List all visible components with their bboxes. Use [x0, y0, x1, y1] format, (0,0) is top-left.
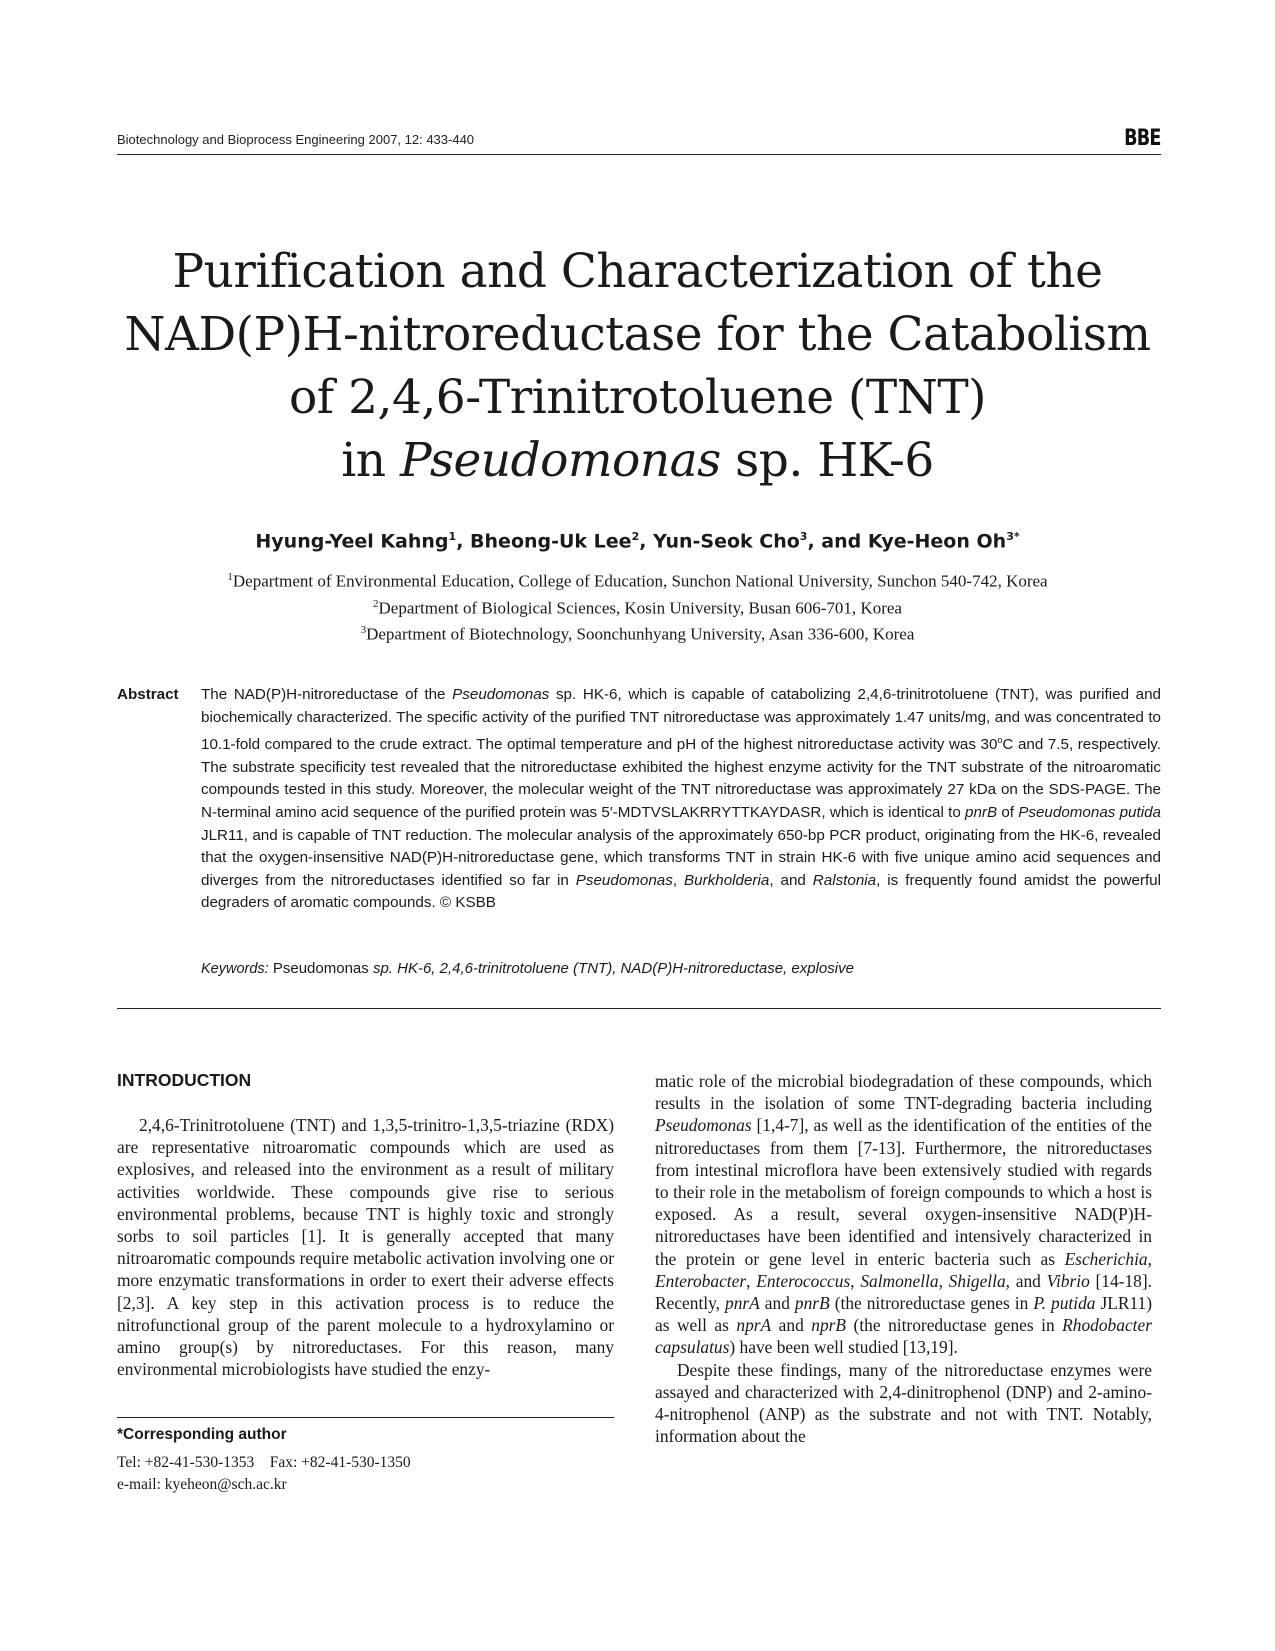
- body-text: and: [771, 1315, 812, 1336]
- keywords: [201, 960, 854, 977]
- author-affil-mark: 1: [448, 530, 457, 543]
- contact-email: e-mail: kyeheon@sch.ac.kr: [117, 1476, 287, 1493]
- affiliations: [60, 566, 1215, 646]
- body-italic: P. putida: [1033, 1293, 1096, 1314]
- left-column: [117, 1114, 614, 1380]
- abstract-italic: pnrB: [965, 804, 998, 822]
- title-genus: Pseudomonas: [400, 433, 721, 488]
- title-line-4-post: sp. HK-6: [720, 433, 934, 488]
- body-italic: Salmonella: [860, 1270, 939, 1291]
- abstract-text: ,: [672, 871, 685, 889]
- abstract-text: , is frequently found amidst the powerful degraders of aromatic compounds. © KSBB: [201, 871, 1161, 912]
- author-name: Hyung-Yeel Kahng: [255, 530, 449, 553]
- section-heading: INTRODUCTION: [117, 1070, 252, 1090]
- intro-paragraph-2: Despite these findings, many of the nitroreductase enzymes were assayed and characterized with 2,4-dinitrophenol (DNP) and 2-amino-4-nitrophenol (ANP) as the substrate and not with TNT. Notably, information about the: [655, 1359, 1152, 1447]
- affiliation-text: Department of Biological Sciences, Kosin University, Busan 606-701, Korea: [378, 598, 902, 618]
- body-italic: nprB: [811, 1315, 847, 1336]
- abstract-text: sp. HK-6, which is capable of catabolizing 2,4,6-trinitrotoluene (TNT), was purified and biochemically characterized. The specific activity of the purified TNT nitroreductase was approximately 1.47 units/mg, and was concentrated to 10.1-fold compared to the crude extract. The optimal temperature and pH of the highest nitroreductase activity was 30: [201, 686, 1162, 754]
- body-text: ) have been well studied [13,19].: [729, 1337, 958, 1358]
- body-italic: pnrB: [794, 1293, 830, 1314]
- footnote-rule: [117, 1417, 614, 1418]
- intro-paragraph-1: 2,4,6-Trinitrotoluene (TNT) and 1,3,5-trinitro-1,3,5-triazine (RDX) are representative nitroaromatic compounds which are used as explosives, and released into the environment as a result of military activities worldwide. These compounds give rise to serious environmental problems, because TNT is highly toxic and strongly sorbs to soil particles [1]. It is generally accepted that many nitroaromatic compounds require metabolic activation involving one or more enzymatic transformations in order to exert their adverse effects [2,3]. A key step in this activation process is to reduce the nitrofunctional group of the parent molecule to a hydroxylamino or amino group(s) by nitroreductases. For this reason, many environmental microbiologists have studied the enzy-: [117, 1115, 614, 1380]
- title-line-3: of 2,4,6-Trinitrotoluene (TNT): [288, 370, 987, 425]
- abstract-italic: Ralstonia: [812, 871, 877, 889]
- journal-logo: BBE: [1124, 126, 1161, 151]
- keywords-label: Keywords:: [201, 961, 269, 977]
- title-line-1: Purification and Characterization of the: [172, 244, 1103, 299]
- author-affil-mark: 3*: [1006, 530, 1020, 543]
- right-column: [655, 1070, 1152, 1447]
- affiliation-mark: 2: [373, 597, 379, 610]
- affiliation: [60, 593, 1215, 620]
- affiliation-mark: 1: [227, 571, 233, 583]
- body-italic: pnrA: [725, 1293, 760, 1314]
- abstract-text: , and: [769, 871, 813, 889]
- author-separator: , and: [807, 530, 868, 553]
- affiliation: [60, 566, 1215, 593]
- keyword-list: sp. HK-6, 2,4,6-trinitrotoluene (TNT), NAD(P)H-nitroreductase, explosive: [368, 960, 854, 977]
- abstract-text: C and 7.5, respectively. The substrate specificity test revealed that the nitroreductase exhibited the highest enzyme activity for the TNT substrate of the nitroaromatic compounds tested in this study. Moreover, the molecular weight of the TNT nitroreductase was approximately 27 kDa on the SDS-PAGE. The N-terminal amino acid sequence of the purified protein was 5′-MDTVSLAKRRYTTKAYDASR, which is identical to: [201, 736, 1161, 822]
- author-list: [60, 530, 1215, 552]
- body-text: [1,4-7], as well as the identification of the entities of the nitroreductases from them [7-13]. Furthermore, the nitroreductases from intestinal microflora have been extensively studied with regards to their role in the metabolism of foreign compounds to which a host is exposed. As a result, several oxygen-insensitive NAD(P)H-nitroreductases have been identified and intensively characterized in the protein or gene level in enteric bacteria such as: [655, 1115, 1152, 1269]
- body-text: ,: [850, 1270, 861, 1291]
- author-separator: ,: [456, 530, 471, 553]
- affiliation: [60, 619, 1215, 646]
- author-affil-mark: 3: [799, 530, 808, 543]
- body-italic: Escherichia: [1064, 1248, 1148, 1269]
- abstract-label: Abstract: [117, 686, 179, 703]
- body-text: ,: [938, 1270, 949, 1291]
- contact-phone-fax: Tel: +82-41-530-1353 Fax: +82-41-530-1350: [117, 1454, 411, 1471]
- title-line-4-pre: in: [341, 433, 400, 488]
- journal-citation: Biotechnology and Bioprocess Engineering 2007, 12: 433-440: [117, 132, 475, 147]
- keyword-genus: Pseudomonas: [268, 960, 369, 977]
- body-text: (the nitroreductase genes in: [846, 1315, 1063, 1336]
- section-divider: [117, 1008, 1161, 1009]
- abstract-body: [201, 684, 1161, 915]
- contact-info: [117, 1452, 411, 1496]
- body-text: (the nitroreductase genes in: [829, 1293, 1034, 1314]
- body-italic: Shigella: [948, 1270, 1006, 1291]
- abstract-italic: Pseudomonas: [452, 686, 550, 703]
- abstract-italic: Burkholderia: [684, 871, 770, 889]
- abstract-italic: Pseudomonas: [575, 871, 673, 889]
- body-text: ,: [1147, 1248, 1152, 1269]
- author-name: Bheong-Uk Lee: [470, 530, 632, 553]
- title-line-2: NAD(P)H-nitroreductase for the Catabolism: [124, 307, 1151, 362]
- paper-title: [60, 240, 1215, 492]
- abstract-text: JLR11, and is capable of TNT reduction. The molecular analysis of the approximately 650-bp PCR product, originating from the HK-6, revealed that the oxygen-insensitive NAD(P)H-nitroreductase gene, which transforms TNT in strain HK-6 with five unique amino acid sequences and diverges from the nitroreductases identified so far in: [201, 826, 1161, 889]
- body-italic: Pseudomonas: [655, 1115, 752, 1136]
- body-text: ,: [746, 1270, 757, 1291]
- intro-paragraph-continued: [655, 1070, 1152, 1359]
- author-name: Kye-Heon Oh: [867, 530, 1007, 553]
- body-italic: Enterococcus: [756, 1270, 851, 1291]
- body-text: JLR11) as well as: [655, 1293, 1152, 1336]
- body-italic: Vibrio: [1046, 1270, 1090, 1291]
- abstract-italic: Pseudomonas putida: [1018, 804, 1161, 822]
- body-text: matic role of the microbial biodegradation of these compounds, which results in the isolation of some TNT-degrading bacteria including: [655, 1071, 1152, 1114]
- body-italic: nprA: [736, 1315, 772, 1336]
- corresponding-author-heading: *Corresponding author: [117, 1426, 287, 1443]
- abstract-text: of: [997, 804, 1019, 822]
- abstract-text: The NAD(P)H-nitroreductase of the: [201, 686, 453, 703]
- affiliation-mark: 3: [360, 624, 367, 637]
- affiliation-text: Department of Biotechnology, Soonchunhyang University, Asan 336-600, Korea: [366, 624, 915, 644]
- body-text: and: [759, 1293, 795, 1314]
- running-head: [117, 126, 1161, 155]
- author-name: Yun-Seok Cho: [653, 530, 800, 553]
- author-affil-mark: 2: [631, 530, 640, 543]
- body-text: [14-18]. Recently,: [655, 1270, 1153, 1314]
- body-italic: Enterobacter: [655, 1270, 747, 1291]
- title-line-4: [60, 429, 1215, 492]
- author-separator: ,: [639, 530, 654, 553]
- body-italic: Rhodobacter capsulatus: [655, 1315, 1152, 1358]
- affiliation-text: Department of Environmental Education, College of Education, Sunchon National University, Sunchon 540-742, Korea: [232, 571, 1048, 591]
- degree-mark: o: [997, 735, 1003, 746]
- body-text: , and: [1005, 1270, 1047, 1291]
